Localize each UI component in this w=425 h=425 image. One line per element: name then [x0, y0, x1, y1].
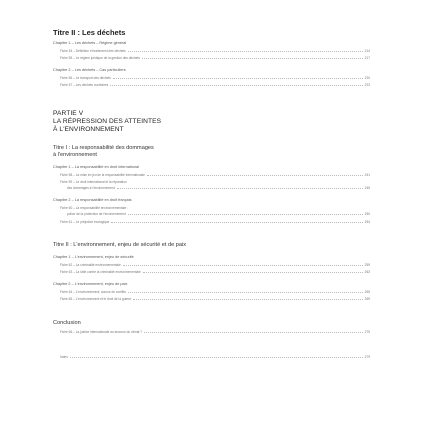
chapter-heading: Chapitre 2 – Les déchets – Cas particuliers — [53, 68, 126, 72]
chapter-heading: Chapitre 1 – L'environnement, enjeu de sécurité — [53, 255, 134, 259]
toc-entry: Fiche 64 – L'environnement, source de conflits 265 — [60, 290, 370, 294]
toc-entry: Fiche 65 – L'environnement et le droit de la guerre 269 — [60, 297, 370, 301]
toc-entry: police de la protection de l'environnement 250 — [67, 212, 370, 216]
toc-entry: Fiche 66 – La justice internationale au secours du climat ? 275 — [60, 330, 370, 334]
chapter-heading: Chapitre 2 – La responsabilité en droit français — [53, 198, 132, 202]
title-heading: Titre II : L'environnement, enjeu de sécurité et de paix — [53, 242, 187, 248]
chapter-heading: Chapitre 1 – Les déchets – Régime général — [53, 41, 127, 45]
toc-entry: Fiche 63 – La lutte contre la criminalité environnementale 263 — [60, 270, 370, 274]
toc-entry: Fiche 55 – Le régime juridique de la gestion des déchets 217 — [60, 56, 370, 60]
toc-entry: Fiche 62 – La criminalité environnementale 259 — [60, 263, 370, 267]
toc-entry: Fiche 56 – Le transport des déchets 220 — [60, 76, 370, 80]
chapter-heading: Chapitre 1 – La responsabilité en droit international — [53, 165, 139, 169]
part-title: À L'ENVIRONNEMENT — [53, 126, 124, 133]
title-heading: Titre I : La responsabilité des dommages — [53, 145, 154, 151]
index-entry: Index 279 — [60, 355, 370, 359]
toc-entry: Fiche 57 – Les déchets nucléaires 223 — [60, 83, 370, 87]
part-label: PARTIE V — [53, 110, 84, 117]
chapter-heading: Chapitre 2 – L'environnement, enjeu de paix — [53, 282, 128, 286]
toc-entry: Fiche 61 – Le préjudice écologique 254 — [60, 220, 370, 224]
toc-entry: Fiche 54 – Définition et traitement des déchets 214 — [60, 49, 370, 53]
section-title-dechets: Titre II : Les déchets — [53, 28, 126, 37]
toc-entry-text: Fiche 59 – Le droit international et la réparation — [60, 180, 127, 184]
toc-entry: Fiche 58 – La mise en jeu de la responsabilité internationale 241 — [60, 173, 370, 177]
toc-entry-text: Fiche 60 – La responsabilité environnementale : — [60, 206, 128, 210]
title-heading: à l'environnement — [53, 152, 97, 158]
conclusion-heading: Conclusion — [53, 320, 81, 326]
part-title: LA RÉPRESSION DES ATTEINTES — [53, 118, 162, 125]
toc-entry: des dommages à l'environnement 245 — [67, 186, 370, 190]
